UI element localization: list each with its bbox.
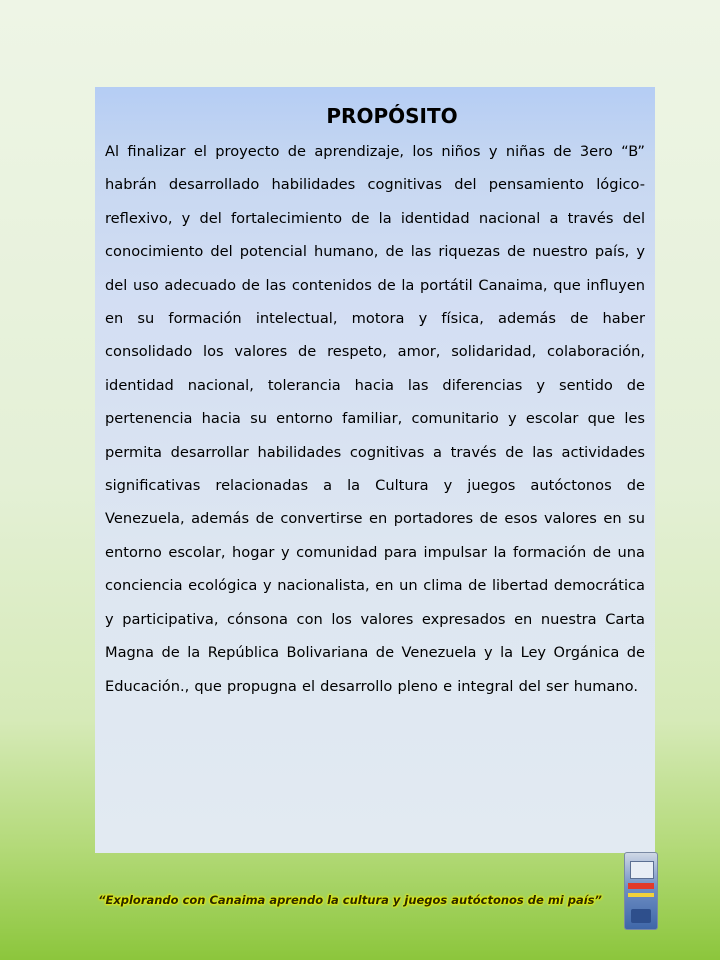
page-title: PROPÓSITO: [326, 104, 458, 128]
logo-red-stripe: [628, 883, 654, 889]
purpose-paragraph: Al finalizar el proyecto de aprendizaje, los niños y niñas de 3ero “B” habrán desarrollado habilidades cognitivas del pensamiento lógico-reflexivo, y del fortalecimiento de la identidad nacional a través del conocimiento del potencial humano, de las riquezas de nuestro país, y del uso adecuado de las contenidos de la portátil Canaima, que influyen en su formación intelectual, motora y física, además de haber consolidado los valores de respeto, amor, solidaridad, colaboración, identidad nacional, tolerancia hacia las diferencias y sentido de pertenencia hacia su entorno familiar, comunitario y escolar que les permita desarrollar habilidades cognitivas a través de las actividades significativas relacionadas a la Cultura y juegos autóctonos de Venezuela, además de convertirse en portadores de esos valores en su entorno escolar, hogar y comunidad para impulsar la formación de una conciencia ecológica y nacionalista, en un clima de libertad democrática y participativa, cónsona con los valores expresados en nuestra Carta Magna de la República Bolivariana de Venezuela y la Ley Orgánica de Educación., que propugna el desarrollo pleno e integral del ser humano.: [105, 143, 645, 695]
purpose-panel: [95, 87, 655, 853]
laptop-base-shape: [631, 909, 651, 923]
canaima-laptop-icon: [624, 852, 658, 930]
laptop-screen-shape: [630, 861, 654, 879]
footer-slogan: “Explorando con Canaima aprendo la cultura y juegos autóctonos de mi país”: [98, 893, 602, 907]
